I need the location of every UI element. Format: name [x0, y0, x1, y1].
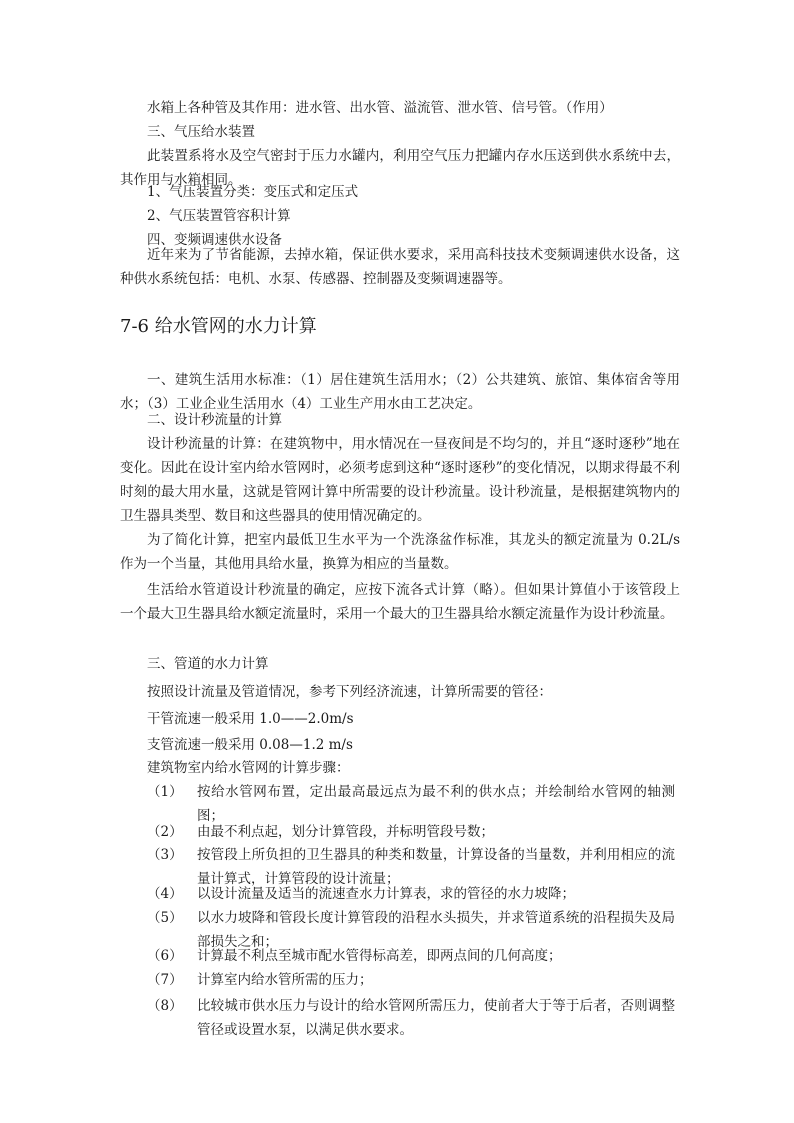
step-number: （8）	[147, 998, 183, 1014]
steps-heading: 建筑物室内给水管网的计算步骤：	[147, 760, 350, 776]
section-title: 7-6 给水管网的水力计算	[120, 316, 317, 337]
vfd-description: 近年来为了节省能源，去掉水箱，保证供水要求，采用高科技技术变频调速供水设备，这种供水系统包括：电机、水泵、传感器、控制器及变频调速器等。	[120, 247, 680, 287]
step-number: （1）	[147, 784, 183, 800]
main-pipe-velocity: 干管流速一般采用 1.0——2.0m/s	[147, 711, 354, 727]
step-text: 比较城市供水压力与设计的给水管网所需压力，使前者大于等于后者，否则调整管径或设置水泵，以满足供水要求。	[197, 998, 675, 1038]
step-number: （5）	[147, 910, 183, 926]
pressure-volume: 2、气压装置管容积计算	[147, 208, 291, 224]
tank-pipes-text: 水箱上各种管及其作用：进水管、出水管、溢流管、泄水管、信号管。（作用）	[147, 100, 613, 116]
step-number: （2）	[147, 824, 183, 840]
hydraulic-heading: 三、管道的水力计算	[147, 656, 269, 672]
flow-heading: 二、设计秒流量的计算	[147, 412, 282, 428]
step-text: 计算最不利点至城市配水管得标高差，即两点间的几何高度；	[197, 948, 562, 964]
branch-pipe-velocity: 支管流速一般采用 0.08—1.2 m/s	[147, 737, 353, 753]
vfd-heading: 四、变频调速供水设备	[147, 232, 282, 248]
pressure-description: 此装置系将水及空气密封于压力水罐内，利用空气压力把罐内存水压送到供水系统中去，其作用与水箱相同。	[120, 148, 680, 188]
step-number: （7）	[147, 972, 183, 988]
step-number: （3）	[147, 847, 183, 863]
step-text: 由最不利点起，划分计算管段，并标明管段号数；	[197, 824, 494, 840]
formula-description: 生活给水管道设计秒流量的确定，应按下流各式计算（略）。但如果计算值小于该管段上一个最大卫生器具给水额定流量时，采用一个最大的卫生器具给水额定流量作为设计秒流量。	[120, 582, 680, 622]
pressure-heading: 三、气压给水装置	[147, 124, 255, 140]
equivalent-description: 为了简化计算，把室内最低卫生水平为一个洗涤盆作标准，其龙头的额定流量为 0.2L/s 作为一个当量，其他用具给水量，换算为相应的当量数。	[120, 532, 680, 572]
step-number: （6）	[147, 948, 183, 964]
step-text: 计算室内给水管所需的压力；	[197, 972, 373, 988]
step-text: 以水力坡降和管段长度计算管段的沿程水头损失，并求管道系统的沿程损失及局部损失之和；	[197, 910, 675, 950]
pressure-types: 1、气压装置分类：变压式和定压式	[147, 184, 359, 200]
step-text: 以设计流量及适当的流速查水力计算表，求的管径的水力坡降；	[197, 886, 575, 902]
flow-description: 设计秒流量的计算：在建筑物中，用水情况在一昼夜间是不均匀的，并且“逐时逐秒”地在变化。因此在设计室内给水管网时，必须考虑到这种“逐时逐秒”的变化情况，以期求得最不利时刻的最大用水量，这就是管网计算中所需要的设计秒流量。设计秒流量，是根据建筑物内的卫生器具类型、数目和这些器具的使用情况确定的。	[120, 436, 680, 524]
hydraulic-description: 按照设计流量及管道情况，参考下列经济流速，计算所需要的管径：	[147, 684, 552, 700]
step-text: 按给水管网布置，定出最高最远点为最不利的供水点；并绘制给水管网的轴测图；	[197, 784, 675, 824]
water-standards: 一、建筑生活用水标准：（1）居住建筑生活用水；（2）公共建筑、旅馆、集体宿舍等用水；（3）工业企业生活用水（4）工业生产用水由工艺决定。	[120, 372, 680, 412]
step-number: （4）	[147, 886, 183, 902]
step-text: 按管段上所负担的卫生器具的种类和数量，计算设备的当量数，并利用相应的流量计算式，计算管段的设计流量；	[197, 847, 675, 887]
